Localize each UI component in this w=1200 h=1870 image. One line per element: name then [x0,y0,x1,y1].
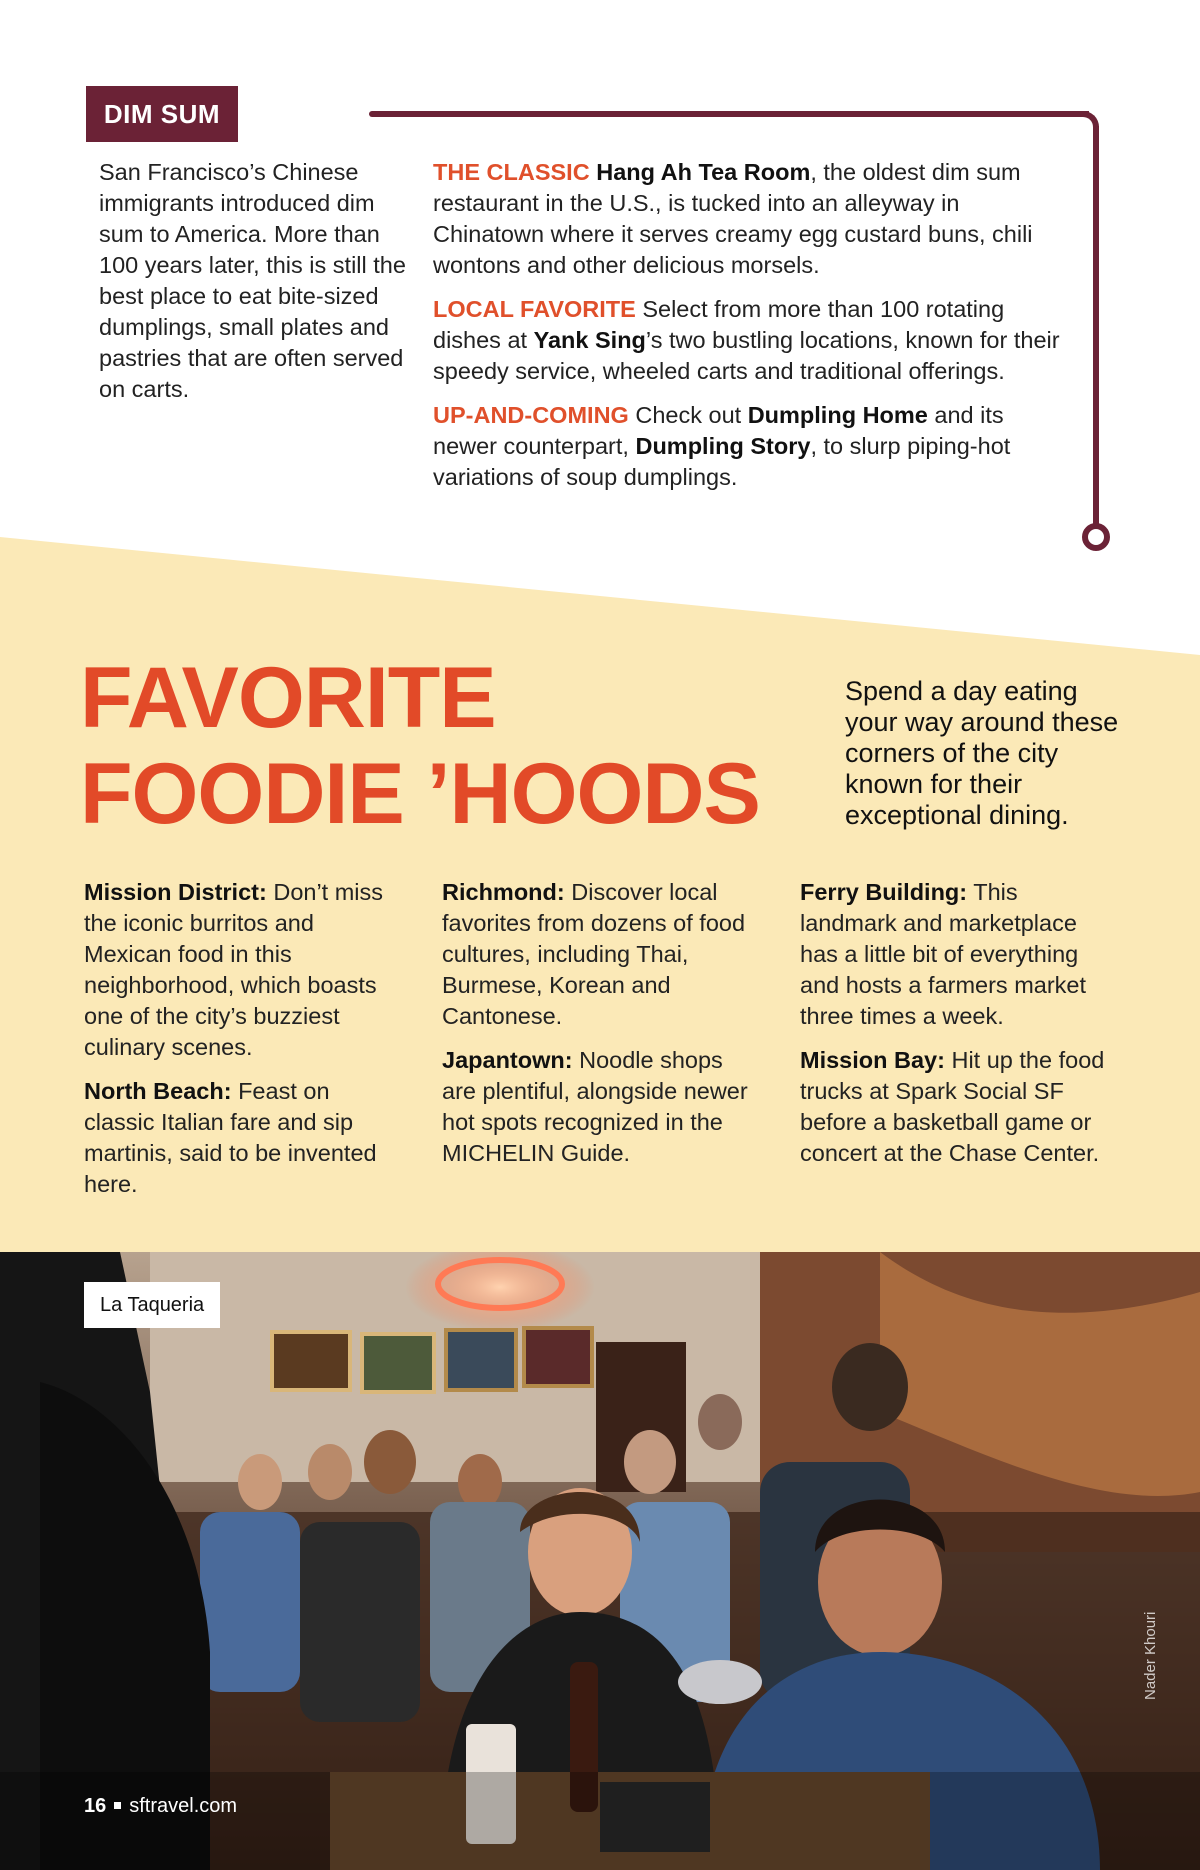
dim-sum-details [433,157,1073,506]
hood-item [800,1045,1120,1169]
up-and-coming-text-1: Check out [628,402,748,428]
hood-description: Hit up the food trucks at Spark Social SF before a basketball game or concert at the Chase Center. [800,1047,1105,1166]
classic-kicker: THE CLASSIC [433,159,590,185]
hood-description: Don’t miss the iconic burritos and Mexican food in this neighborhood, which boasts one of the city’s buzziest culinary scenes. [84,879,384,1060]
hood-item [84,1076,404,1200]
up-and-coming-text-3: , to slurp piping-hot variations of soup dumplings. [433,433,1011,490]
hood-description: This landmark and marketplace has a little bit of everything and hosts a farmers market three times a week. [800,879,1087,1029]
hood-description: Noodle shops are plentiful, alongside newer hot spots recognized in the MICHELIN Guide. [442,1047,748,1166]
decorative-line [369,111,1089,117]
hood-name: Mission Bay: [800,1047,945,1073]
photo-credit: Nader Khouri [1142,1611,1159,1700]
up-and-coming-paragraph [433,400,1073,493]
hood-item [442,877,762,1032]
hood-item [442,1045,762,1169]
local-favorite-paragraph [433,294,1073,387]
local-favorite-restaurant-name: Yank Sing [533,327,646,353]
classic-paragraph [433,157,1073,281]
restaurant-photo [0,1252,1200,1870]
hood-item [84,877,404,1063]
dim-sum-intro: San Francisco’s Chinese immigrants introduced dim sum to America. More than 100 years later, this is still the best place to eat bite-sized dumplings, small plates and pastries that are often served on carts. [99,159,406,402]
headline-line-1: FAVORITE [80,650,496,746]
section-headline [80,650,840,842]
hood-name: North Beach: [84,1078,232,1104]
classic-text: , the oldest dim sum restaurant in the U.S., is tucked into an alleyway in Chinatown where it serves creamy egg custard buns, chili wontons and other delicious morsels. [433,159,1033,278]
hood-name: Japantown: [442,1047,573,1073]
up-and-coming-restaurant-2: Dumpling Story [635,433,811,459]
hood-description: Discover local favorites from dozens of food cultures, including Thai, Burmese, Korean and Cantonese. [442,879,746,1029]
up-and-coming-text-2: and its newer counterpart, [433,402,1004,459]
headline-line-2: FOODIE ’HOODS [80,746,760,842]
dim-sum-tag: DIM SUM [86,86,238,142]
hood-name: Ferry Building: [800,879,968,905]
hoods-column-1 [84,877,404,1213]
local-favorite-text-1: Select from more than 100 rotating dishes at [433,296,1005,353]
classic-restaurant-name: Hang Ah Tea Room [596,159,811,185]
hood-name: Richmond: [442,879,565,905]
page-number: 16 [84,1795,107,1817]
hoods-column-2 [442,877,762,1182]
hood-name: Mission District: [84,879,267,905]
hood-description: Feast on classic Italian fare and sip martinis, said to be invented here. [84,1078,377,1197]
section-lead: Spend a day eating your way around these corners of the city known for their exceptional dining. [845,676,1119,830]
up-and-coming-kicker: UP-AND-COMING [433,402,629,428]
page-footer [84,1795,237,1818]
footer-separator [114,1802,121,1809]
local-favorite-text-2: ’s two bustling locations, known for their speedy service, wheeled carts and traditional offerings. [433,327,1060,384]
up-and-coming-restaurant-1: Dumpling Home [747,402,928,428]
decorative-line-vertical [1093,126,1099,526]
local-favorite-kicker: LOCAL FAVORITE [433,296,636,322]
photo-caption: La Taqueria [84,1282,220,1328]
hood-item [800,877,1120,1032]
footer-site: sftravel.com [129,1795,238,1817]
decorative-line-end-dot [1082,523,1110,551]
hoods-column-3 [800,877,1120,1182]
